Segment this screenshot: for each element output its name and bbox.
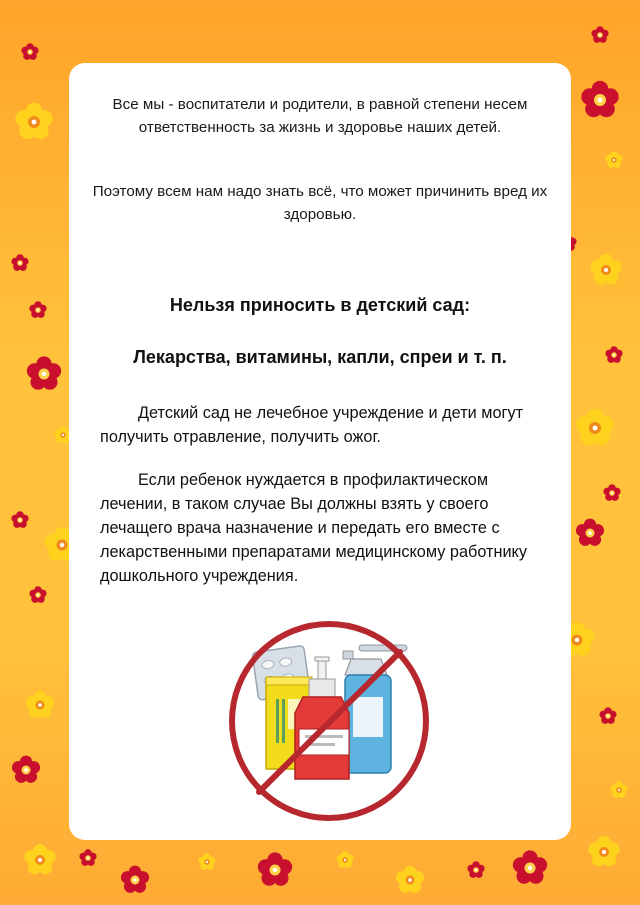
flower-icon <box>27 356 61 389</box>
flower-icon <box>591 26 608 43</box>
flower-icon <box>603 484 620 501</box>
flower-icon <box>576 519 604 546</box>
flower-icon <box>21 43 38 60</box>
flower-icon <box>588 836 619 866</box>
intro-paragraph-2: Поэтому всем нам надо знать всё, что может причинить вред их здоровью. <box>92 183 548 223</box>
flower-icon <box>599 707 616 724</box>
page-heading: Нельзя приносить в детский сад: <box>169 295 471 315</box>
flower-icon <box>336 851 353 868</box>
flower-icon <box>26 691 54 718</box>
flower-icon <box>11 511 28 528</box>
flower-icon <box>11 254 28 271</box>
flower-icon <box>258 852 292 885</box>
flower-icon <box>24 844 55 874</box>
flower-icon <box>513 850 547 883</box>
flower-icon <box>576 409 613 445</box>
flower-icon <box>121 866 149 893</box>
flower-icon <box>12 756 40 783</box>
flower-icon <box>610 781 627 798</box>
flower-icon <box>590 254 621 284</box>
info-card <box>69 63 571 840</box>
flower-icon <box>581 81 618 117</box>
intro-paragraph-1: Все мы - воспитатели и родители, в равной степени несем ответственность за жизнь и здоровье наших детей. <box>112 96 528 136</box>
flower-icon <box>467 861 484 878</box>
flower-icon <box>29 586 46 603</box>
no-medicines-icon <box>219 611 439 831</box>
flower-icon <box>605 346 622 363</box>
flower-icon <box>198 853 215 870</box>
paragraph-reason: Детский сад не лечебное учреждение и дети могут получить отравление, получить ожог. <box>100 404 524 446</box>
flower-icon <box>605 151 622 168</box>
flower-icon <box>15 103 52 139</box>
flower-icon <box>29 301 46 318</box>
paragraph-instructions: Если ребенок нуждается в профилактическом лечении, в таком случае Вы должны взять у своего лечащего врача назначение и передать его вместе с лекарственными препаратами медицинскому работнику дошкольного учреждения. <box>100 471 528 585</box>
flower-icon <box>396 866 424 893</box>
flower-icon <box>79 849 96 866</box>
prohibited-items-heading: Лекарства, витамины, капли, спреи и т. п. <box>133 347 507 367</box>
